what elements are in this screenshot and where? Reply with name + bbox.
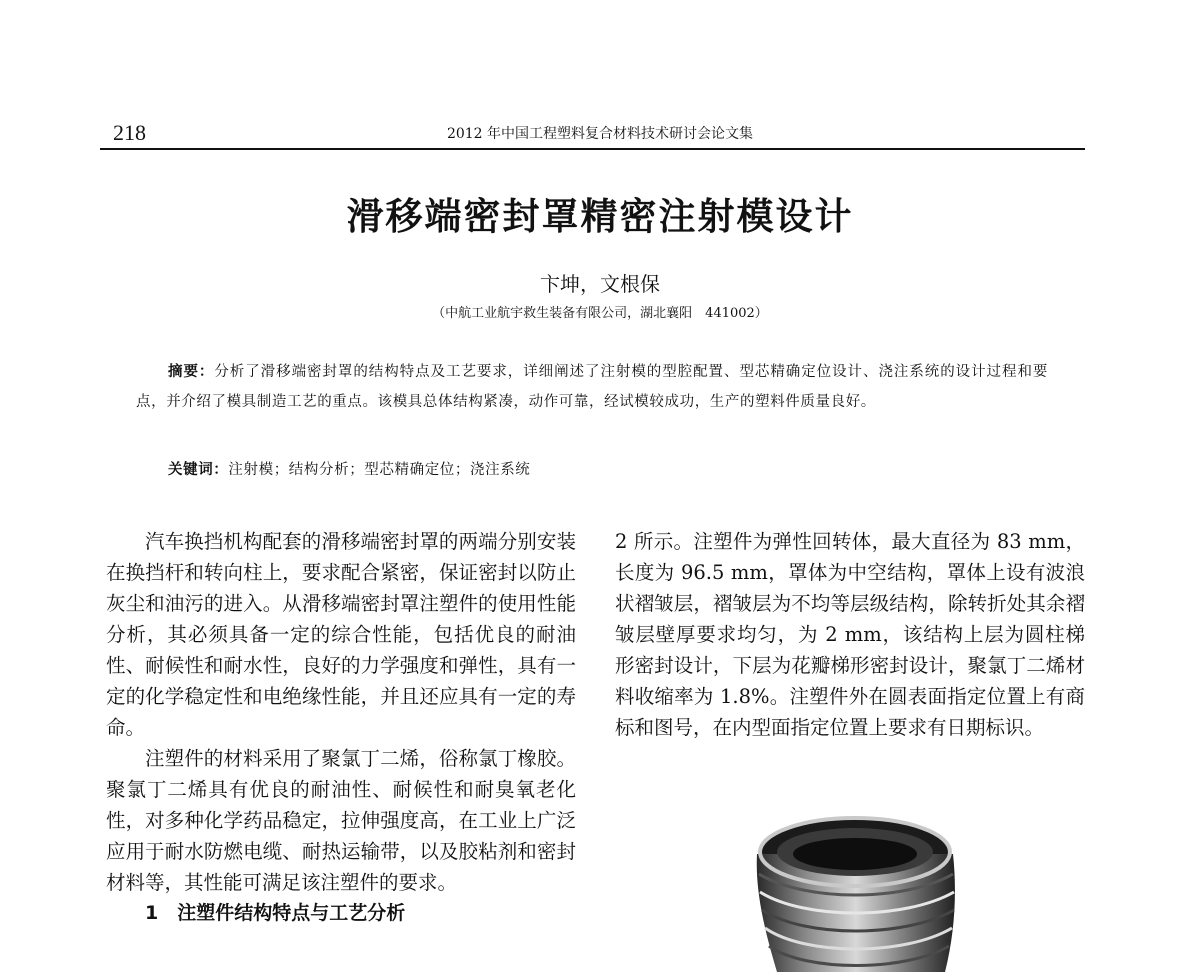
abstract-text: 分析了滑移端密封罩的结构特点及工艺要求，详细阐述了注射模的型腔配置、型芯精确定位设计、浇注系统的设计过程和要点，并介绍了模具制造工艺的重点。该模具总体结构紧凑，动作可靠，经试模较成功，生产的塑料件质量良好。 [136,364,1048,410]
abstract [136,357,1048,417]
right-column [615,526,1085,743]
abstract-label: 摘要： [168,364,215,380]
left-column [106,526,576,929]
keywords-text: 注射模；结构分析；型芯精确定位；浇注系统 [228,462,531,478]
affiliation: （中航工业航宇救生装备有限公司，湖北襄阳 441002） [432,306,768,321]
body-paragraph: 2 所示。注塑件为弹性回转体，最大直径为 83 mm，长度为 96.5 mm，罩体为中空结构，罩体上设有波浪状褶皱层，褶皱层为不均等层级结构，除转折处其余褶皱层壁厚要求均匀，为 2 mm，该结构上层为圆柱梯形密封设计，下层为花瓣梯形密封设计，聚氯丁二烯材料收缩率为 1.8%。注塑件外在圆表面指定位置上有商标和图号，在内型面指定位置上要求有日期标识。 [615,530,1085,739]
figure-photo [745,812,963,972]
authors: 卞坤，文根保 [540,272,660,296]
paper-title: 滑移端密封罩精密注射模设计 [346,195,854,238]
section-heading: 1 注塑件结构特点与工艺分析 [145,902,406,924]
keywords [136,458,1048,479]
body-paragraph: 注塑件的材料采用了聚氯丁二烯，俗称氯丁橡胶。聚氯丁二烯具有优良的耐油性、耐候性和耐臭氧老化性，对多种化学药品稳定，拉伸强度高，在工业上广泛应用于耐水防燃电缆、耐热运输带，以及胶粘剂和密封材料等，其性能可满足该注塑件的要求。 [106,747,576,894]
page-number: 218 [113,120,146,145]
header-rule [100,148,1085,150]
keywords-label: 关键词： [168,462,229,478]
bellows-seal-photo-icon [745,812,963,972]
body-paragraph: 汽车换挡机构配套的滑移端密封罩的两端分别安装在换挡杆和转向柱上，要求配合紧密，保证密封以防止灰尘和油污的进入。从滑移端密封罩注塑件的使用性能分析，其必须具备一定的综合性能，包括优良的耐油性、耐候性和耐水性，良好的力学强度和弹性，具有一定的化学稳定性和电绝缘性能，并且还应具有一定的寿命。 [106,530,576,739]
running-header: 2012 年中国工程塑料复合材料技术研讨会论文集 [446,126,754,142]
